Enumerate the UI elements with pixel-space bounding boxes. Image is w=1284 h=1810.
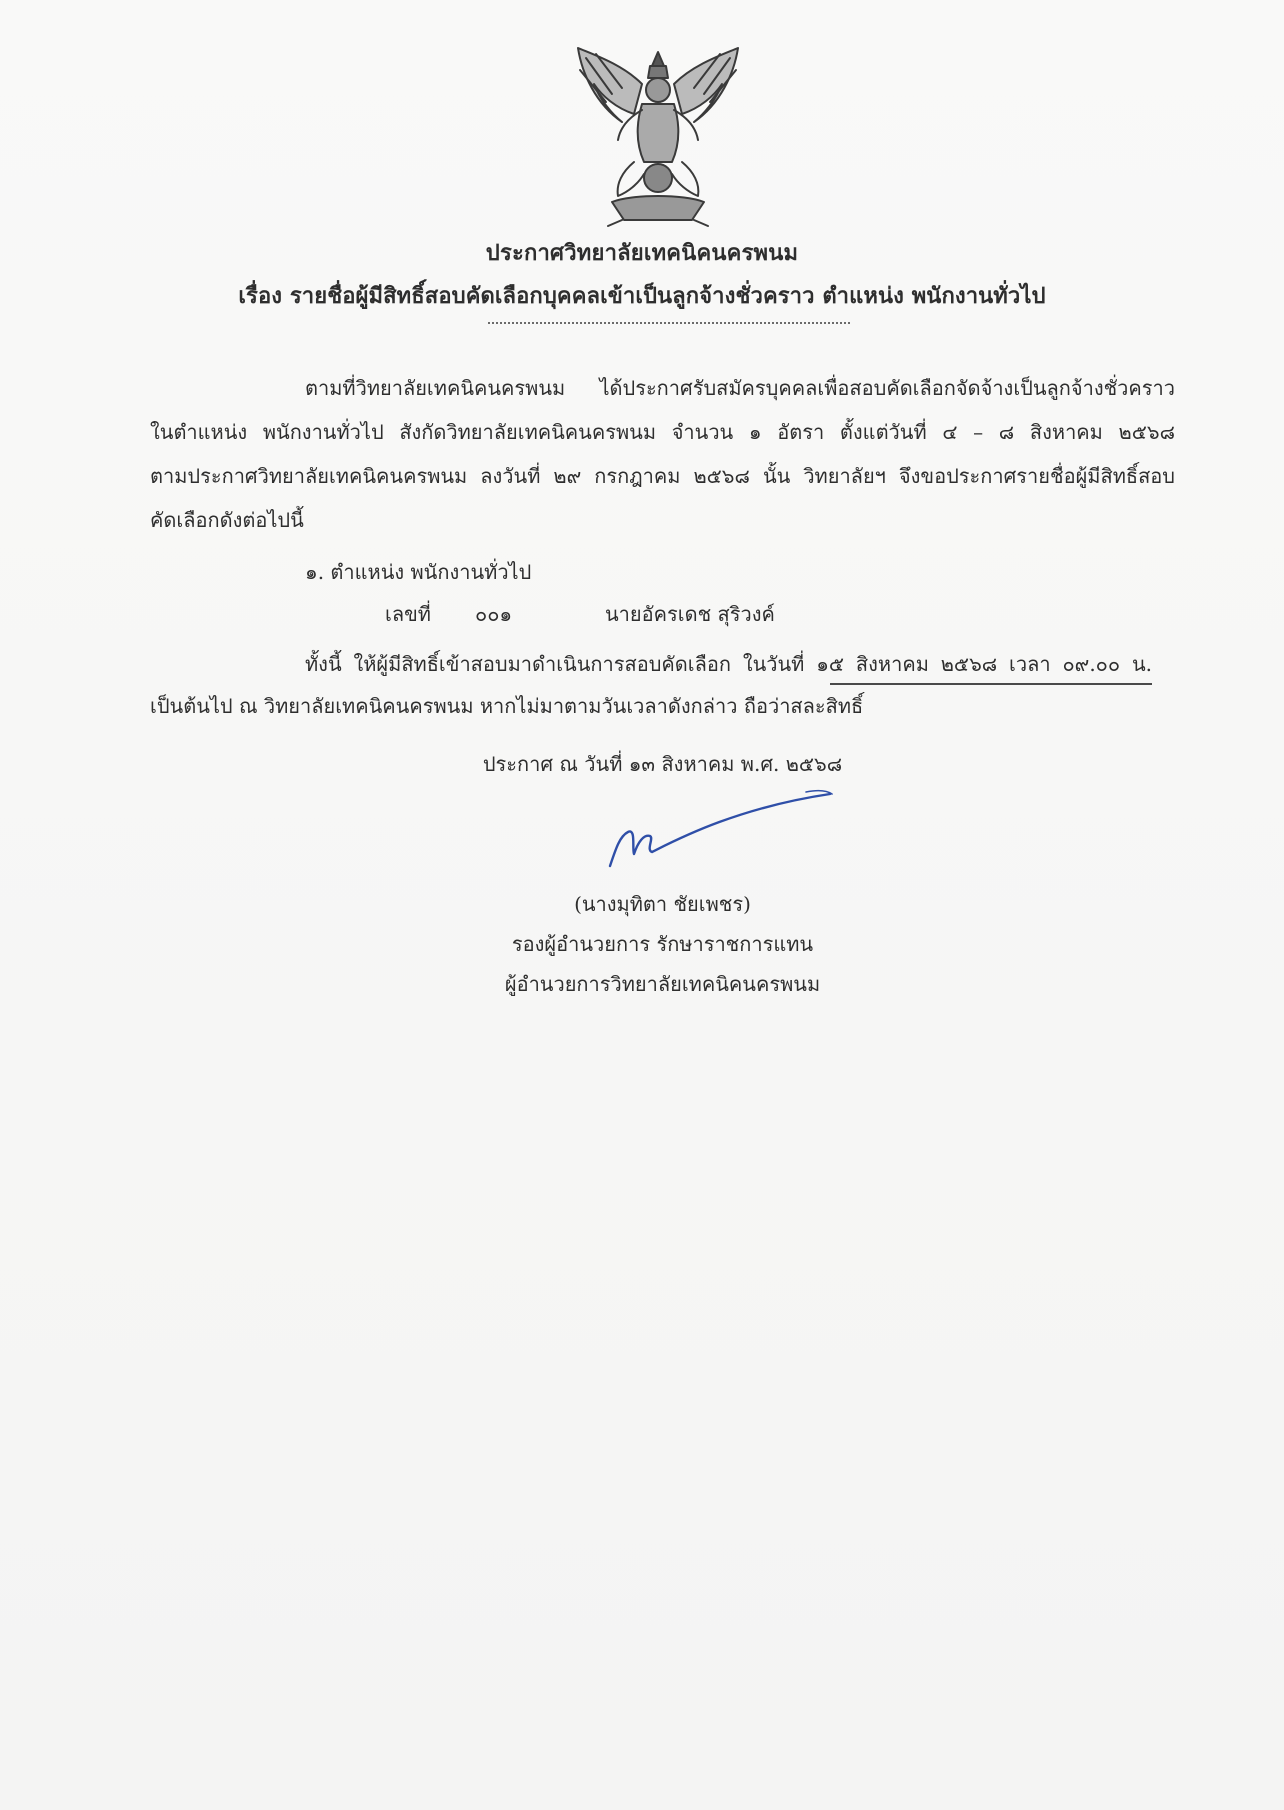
document-title: ประกาศวิทยาลัยเทคนิคนครพนม bbox=[485, 240, 799, 266]
paragraph-1-line-4: คัดเลือกดังต่อไปนี้ bbox=[150, 508, 304, 532]
position-heading: ๑. ตำแหน่ง พนักงานทั่วไป bbox=[305, 560, 532, 584]
paragraph-1-line-3: ตามประกาศวิทยาลัยเทคนิคนครพนม ลงวันที่ ๒๙ กรกฎาคม ๒๕๖๘ นั้น วิทยาลัยฯ จึงขอประกาศรายชื่อผู้มีสิทธิ์สอบ bbox=[150, 464, 1175, 488]
dotted-divider bbox=[488, 322, 850, 324]
signer-position-line-1: รองผู้อำนวยการ รักษาราชการแทน bbox=[511, 932, 814, 956]
handwritten-signature-icon bbox=[606, 788, 834, 872]
exam-date-underline bbox=[830, 683, 1152, 685]
candidate-name: นายอัครเดช สุริวงค์ bbox=[605, 602, 775, 626]
paragraph-2-line-1: ทั้งนี้ ให้ผู้มีสิทธิ์เข้าสอบมาดำเนินการสอบคัดเลือก ในวันที่ ๑๕ สิงหาคม ๒๕๖๘ เวลา ๐๙.๐๐ น. bbox=[305, 652, 1152, 676]
document-subject: เรื่อง รายชื่อผู้มีสิทธิ์สอบคัดเลือกบุคคลเข้าเป็นลูกจ้างชั่วคราว ตำแหน่ง พนักงานทั่วไป bbox=[238, 283, 1046, 309]
candidate-number-label: เลขที่ bbox=[385, 602, 431, 626]
paragraph-2-line-2: เป็นต้นไป ณ วิทยาลัยเทคนิคนครพนม หากไม่มาตามวันเวลาดังกล่าว ถือว่าสละสิทธิ์ bbox=[150, 694, 864, 718]
paragraph-1-line-1: ตามที่วิทยาลัยเทคนิคนครพนม ได้ประกาศรับสมัครบุคคลเพื่อสอบคัดเลือกจัดจ้างเป็นลูกจ้างชั่วคราว bbox=[305, 376, 1175, 400]
candidate-number: ๐๐๑ bbox=[475, 602, 513, 626]
announcement-date: ประกาศ ณ วันที่ ๑๓ สิงหาคม พ.ศ. ๒๕๖๘ bbox=[482, 752, 843, 776]
garuda-emblem-icon bbox=[572, 44, 744, 230]
candidate-row bbox=[385, 598, 775, 630]
signer-position-line-2: ผู้อำนวยการวิทยาลัยเทคนิคนครพนม bbox=[504, 972, 821, 996]
signer-name: (นางมุทิตา ชัยเพชร) bbox=[574, 892, 751, 916]
paragraph-1-line-2: ในตำแหน่ง พนักงานทั่วไป สังกัดวิทยาลัยเทคนิคนครพนม จำนวน ๑ อัตรา ตั้งแต่วันที่ ๔ – ๘ สิงหาคม ๒๕๖๘ bbox=[150, 420, 1175, 444]
